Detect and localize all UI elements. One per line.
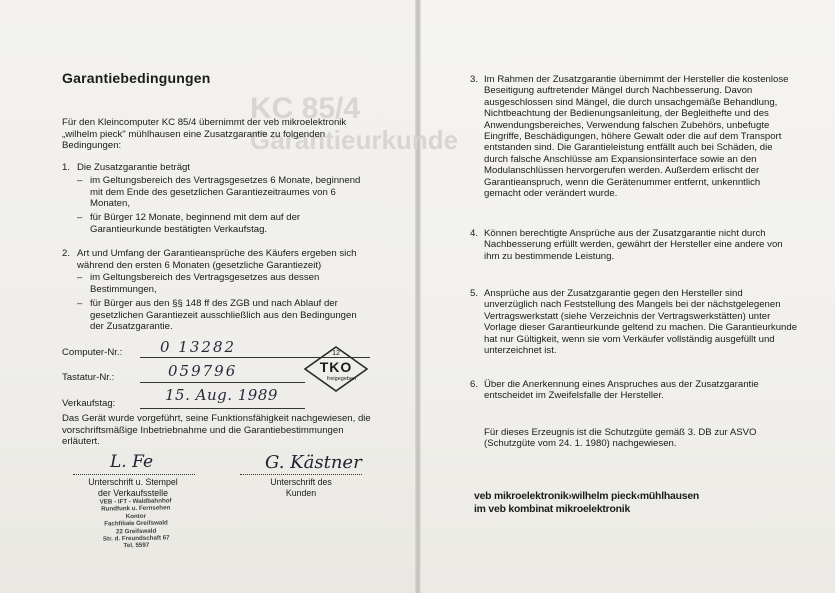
protection-note-text: Für dieses Erzeugnis ist die Schutzgüte gemäß 3. DB zur ASVO (Schutzgüte vom 24. 1. 1980) nachgewiesen. [484, 427, 757, 450]
computer-number-label: Computer-Nr.: [62, 347, 123, 358]
stamp-sub: freigegeben [327, 376, 357, 382]
dealer-stamp-line: Rundfunk u. Fernsehen Kontor [101, 504, 171, 520]
customer-signature-label [240, 477, 362, 498]
page-fold [415, 0, 421, 593]
item-heading: Die Zusatzgarantie beträgt [77, 162, 191, 173]
item-number: 3. [470, 74, 479, 85]
keyboard-number-value: 059796 [168, 362, 238, 380]
tko-stamp [303, 345, 369, 393]
check-text: Das Gerät wurde vorgeführt, seine Funktionsfähigkeit nachgewiesen, die vorschriftsmäßige Inbetriebnahme und die Garantiebestimmungen erläutert. [62, 413, 371, 448]
seller-label-line2: der Verkaufsstelle [98, 487, 168, 498]
item-heading: Art und Umfang der Garantieansprüche des Käufers ergeben sich während den ersten 6 Monaten (gesetzliche Garantiezeit) [77, 248, 357, 271]
dash: – [77, 212, 83, 223]
item-number: 6. [470, 379, 479, 390]
dealer-stamp [93, 497, 180, 550]
sale-date-label: Verkaufstag: [62, 398, 116, 409]
seller-signature-label [63, 477, 203, 498]
stamp-label: TKO [319, 359, 353, 375]
intro-text: Für den Kleincomputer KC 85/4 übernimmt der veb mikroelektronik „wilhelm pieck" mühlhausen eine Zusatzgarantie zu folgenden Bedingungen: [62, 117, 347, 152]
dealer-stamp-line: Str. d. Freundschaft 67 [102, 534, 170, 543]
stamp-number: 12 [332, 350, 340, 357]
seller-signature-line [73, 474, 195, 475]
item-subpoint: für Bürger 12 Monate, beginnend mit dem auf der Garantieurkunde bestätigten Verkaufstag. [90, 212, 301, 235]
item-text: Können berechtigte Ansprüche aus der Zusatzgarantie nicht durch Nachbesserung erfüllt werden, gewährt der Hersteller eine andere von ihm zu bestimmende Leistung. [484, 228, 783, 262]
manufacturer-name: veb mikroelektronik›wilhelm pieck‹mühlhausen [474, 491, 700, 502]
dealer-stamp-line: Tel. 5597 [123, 542, 150, 550]
customer-signature-line [240, 474, 362, 475]
computer-number-value: 0 13282 [160, 338, 237, 356]
item-number: 4. [470, 228, 479, 239]
item-subpoint: im Geltungsbereich des Vertragsgesetzes 6 Monate, beginnend mit dem Ende des gesetzlichen Garantiezeitraumes von 6 Monaten, [90, 175, 361, 210]
manufacturer-combine: im veb kombinat mikroelektronik [474, 504, 631, 515]
customer-label-line2: Kunden [285, 487, 317, 498]
item-subpoint: für Bürger aus den §§ 148 ff des ZGB und nach Ablauf der gesetzlichen Garantiezeit ausschließlich aus den Bedingungen der Zusatzgarantie. [90, 298, 357, 333]
item-number: 1. [62, 162, 71, 173]
sale-date-line [140, 408, 305, 409]
page-title: Garantiebedingungen [62, 70, 211, 86]
item-number: 5. [470, 288, 479, 299]
customer-signature: G. Kästner [265, 452, 362, 473]
item-number: 2. [62, 248, 71, 259]
dealer-stamp-line: Fachfiliale Greifswald [104, 519, 168, 528]
dealer-stamp-line: 22 Greifswald [115, 527, 157, 535]
item-text: Im Rahmen der Zusatzgarantie übernimmt der Hersteller die kostenlose Beseitigung auftretender Mängel durch Nachbesserung. Davon ausgeschlossen sind Mängel, die durch unsachgemäße Behandlung, Nichtbeachtung der Bedienungsanleitung, der Begleithefte und des Anwendungsbereiches, Verwendung falschen Zubehörs, unbefugte Eingriffe, Beschädigungen, höhere Gewalt oder die auf dem Transport entstanden sind. Die Garantieleistung entfällt auch bei Schäden, die durch falsche Anschlüsse am Expansionsinterface sowie an den Modulanschlüssen hervorgerufen werden. Außerdem erlischt der Garantieanspruch, wenn die Gerätenummer entfernt, unkenntlich gemacht oder verändert wurde. [484, 74, 789, 200]
show-through-mark: Garantieurkunde [250, 125, 459, 155]
left-page [0, 0, 417, 593]
dash: – [77, 272, 83, 283]
seller-label-line1: Unterschrift u. Stempel [88, 477, 178, 487]
keyboard-number-label: Tastatur-Nr.: [62, 372, 115, 383]
dealer-stamp-line: VEB - IFT - Waldbahnhof [99, 497, 172, 506]
item-text: Über die Anerkennung eines Anspruches aus der Zusatzgarantie entscheidet im Zweifelsfalle der Hersteller. [484, 379, 759, 402]
customer-label-line1: Unterschrift des [270, 477, 332, 487]
item-text: Ansprüche aus der Zusatzgarantie gegen den Hersteller sind unverzüglich nach Feststellung des Mangels bei der nächstgelegenen Vertragswerkstatt (siehe Verzeichnis der Vertragswerkstätten) unter Vorlage dieser Garantieurkunde geltend zu machen. Die Garantieurkunde hat nur Gültigkeit, wenn sie vom Verkäufer vollständig ausgefüllt und unterzeichnet ist. [484, 288, 798, 357]
dash: – [77, 298, 83, 309]
seller-signature: L. Fe [110, 452, 154, 472]
keyboard-number-line [140, 382, 305, 383]
item-subpoint: im Geltungsbereich des Vertragsgesetzes aus dessen Bestimmungen, [90, 272, 320, 295]
show-through-mark: KC 85/4 [250, 92, 361, 125]
dash: – [77, 175, 83, 186]
sale-date-value: 15. Aug. 1989 [165, 386, 278, 404]
